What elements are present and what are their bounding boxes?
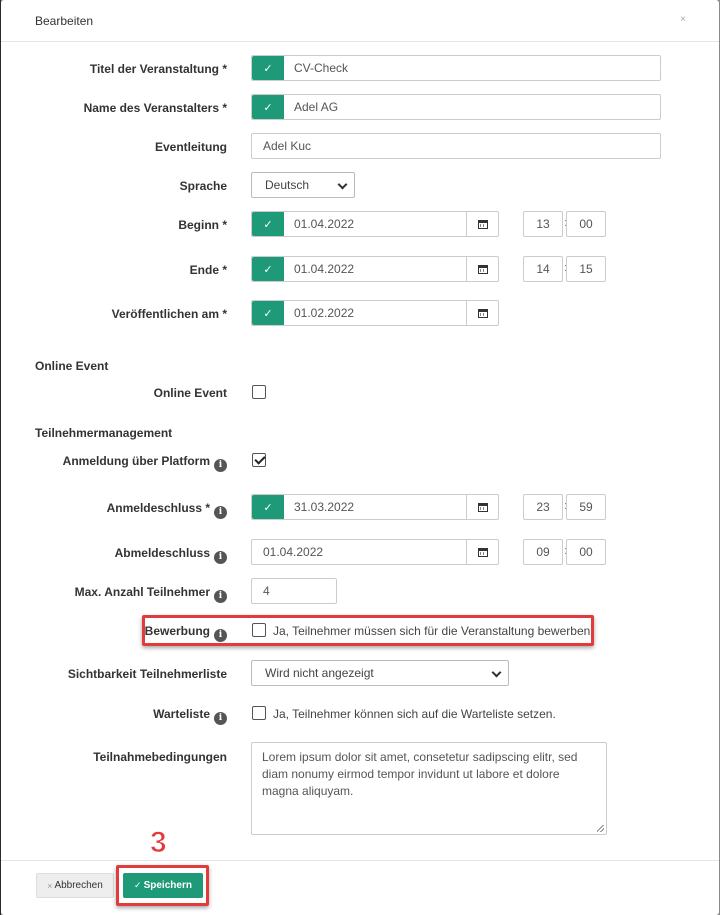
sprache-value: Deutsch (265, 178, 310, 192)
close-icon[interactable]: × (680, 14, 686, 25)
sichtbarkeit-select[interactable] (251, 660, 509, 686)
label-titel: Titel der Veranstaltung * (89, 62, 227, 76)
edit-modal (1, 0, 719, 915)
cancel-button[interactable] (36, 873, 114, 898)
label-warteliste (1, 707, 227, 725)
label-abmeldeschluss (1, 546, 227, 564)
time-separator: : (564, 262, 568, 274)
label-sichtbarkeit: Sichtbarkeit Teilnehmerliste (67, 667, 227, 681)
beginn-minute[interactable]: 00 (566, 211, 606, 237)
label-beginn: Beginn * (178, 218, 227, 232)
calendar-icon (478, 265, 488, 274)
bewerbung-label-text: Bewerbung (144, 624, 210, 638)
beginn-date-input[interactable] (251, 211, 499, 237)
section-online-event: Online Event (35, 359, 109, 373)
info-icon[interactable]: i (214, 551, 227, 564)
abmeldeschluss-label-text: Abmeldeschluss (114, 546, 210, 560)
info-icon[interactable]: i (214, 459, 227, 472)
max-label-text: Max. Anzahl Teilnehmer (74, 585, 210, 599)
bewerbung-text: Ja, Teilnehmer müssen sich für die Veranstaltung bewerben (273, 624, 591, 638)
anmeldeschluss-minute[interactable]: 59 (566, 494, 606, 520)
time-separator: : (564, 500, 568, 512)
calendar-button[interactable] (466, 212, 498, 236)
valid-check-icon: ✓ (252, 257, 284, 281)
label-veranstalter: Name des Veranstalters * (83, 101, 227, 115)
titel-input[interactable] (251, 55, 661, 81)
calendar-icon (478, 309, 488, 318)
warteliste-checkbox[interactable] (252, 706, 266, 720)
label-anmeldung (1, 454, 227, 472)
anmeldung-checkbox[interactable] (252, 453, 266, 467)
valid-check-icon: ✓ (252, 56, 284, 80)
sprache-select[interactable] (251, 172, 355, 198)
eventleitung-input[interactable] (251, 133, 661, 159)
teilnahmebedingungen-value: Lorem ipsum dolor sit amet, consetetur sadipscing elitr, sed diam nonumy eirmod tempor invidunt ut labore et dolore magna aliquyam. (262, 750, 578, 798)
valid-check-icon: ✓ (252, 301, 284, 325)
resize-handle-icon[interactable] (597, 825, 604, 832)
abmeldeschluss-hour[interactable]: 09 (523, 539, 563, 565)
modal-footer-divider (1, 860, 719, 861)
beginn-hour[interactable]: 13 (523, 211, 563, 237)
label-online-event: Online Event (153, 386, 227, 400)
veroeffentlichen-date-input[interactable] (251, 300, 499, 326)
anmeldeschluss-hour[interactable]: 23 (523, 494, 563, 520)
sichtbarkeit-value: Wird nicht angezeigt (265, 666, 374, 680)
titel-value: CV-Check (294, 61, 349, 75)
label-anmeldeschluss (1, 501, 227, 519)
calendar-icon (478, 548, 488, 557)
online-event-checkbox[interactable] (252, 385, 266, 399)
valid-check-icon: ✓ (252, 212, 284, 236)
anmeldung-label-text: Anmeldung über Platform (62, 454, 210, 468)
ende-date: 01.04.2022 (294, 262, 355, 276)
highlight-bewerbung (142, 615, 594, 646)
step-number-annotation: 3 (150, 826, 167, 859)
info-icon[interactable]: i (214, 590, 227, 603)
info-icon[interactable]: i (214, 506, 227, 519)
anmeldeschluss-date-input[interactable] (251, 494, 499, 520)
label-eventleitung: Eventleitung (154, 140, 227, 154)
calendar-icon (478, 503, 488, 512)
calendar-button[interactable] (466, 495, 498, 519)
save-label: Speichern (143, 880, 192, 891)
abmeldeschluss-date: 01.04.2022 (263, 545, 324, 559)
info-icon[interactable]: i (214, 629, 227, 642)
time-separator: : (564, 545, 568, 557)
veranstalter-input[interactable] (251, 94, 661, 120)
max-teilnehmer-value: 4 (263, 584, 270, 598)
ende-date-input[interactable] (251, 256, 499, 282)
valid-check-icon: ✓ (252, 495, 284, 519)
anmeldeschluss-date: 31.03.2022 (294, 500, 355, 514)
calendar-icon (478, 220, 488, 229)
veroeffentlichen-date: 01.02.2022 (294, 306, 355, 320)
eventleitung-value: Adel Kuc (263, 139, 312, 153)
veranstalter-value: Adel AG (294, 100, 339, 114)
calendar-button[interactable] (466, 540, 498, 564)
section-teilnehmermanagement: Teilnehmermanagement (35, 426, 173, 440)
highlight-save (116, 865, 209, 906)
ende-minute[interactable]: 15 (566, 256, 606, 282)
modal-header (1, 0, 719, 42)
calendar-button[interactable] (466, 301, 498, 325)
label-sprache: Sprache (179, 179, 227, 193)
time-separator: : (564, 217, 568, 229)
warteliste-text: Ja, Teilnehmer können sich auf die Warteliste setzen. (273, 707, 556, 721)
info-icon[interactable]: i (214, 712, 227, 725)
label-ende: Ende * (189, 263, 227, 277)
teilnahmebedingungen-textarea[interactable] (251, 742, 607, 835)
valid-check-icon: ✓ (252, 95, 284, 119)
label-veroeffentlichen: Veröffentlichen am * (111, 307, 227, 321)
chevron-down-icon (492, 668, 502, 678)
anmeldeschluss-label-text: Anmeldeschluss * (106, 501, 210, 515)
modal-title: Bearbeiten (35, 14, 94, 28)
label-max-teilnehmer (1, 585, 227, 603)
beginn-date: 01.04.2022 (294, 217, 355, 231)
label-teilnahmebedingungen: Teilnahmebedingungen (93, 750, 227, 764)
abmeldeschluss-minute[interactable]: 00 (566, 539, 606, 565)
abmeldeschluss-date-input[interactable] (251, 539, 499, 565)
max-teilnehmer-input[interactable] (251, 578, 337, 604)
check-icon: ✓ (134, 880, 142, 890)
chevron-down-icon (338, 180, 348, 190)
ende-hour[interactable]: 14 (523, 256, 563, 282)
cancel-label: Abbrechen (54, 880, 103, 891)
close-icon: × (47, 880, 53, 891)
warteliste-label-text: Warteliste (153, 707, 210, 721)
calendar-button[interactable] (466, 257, 498, 281)
